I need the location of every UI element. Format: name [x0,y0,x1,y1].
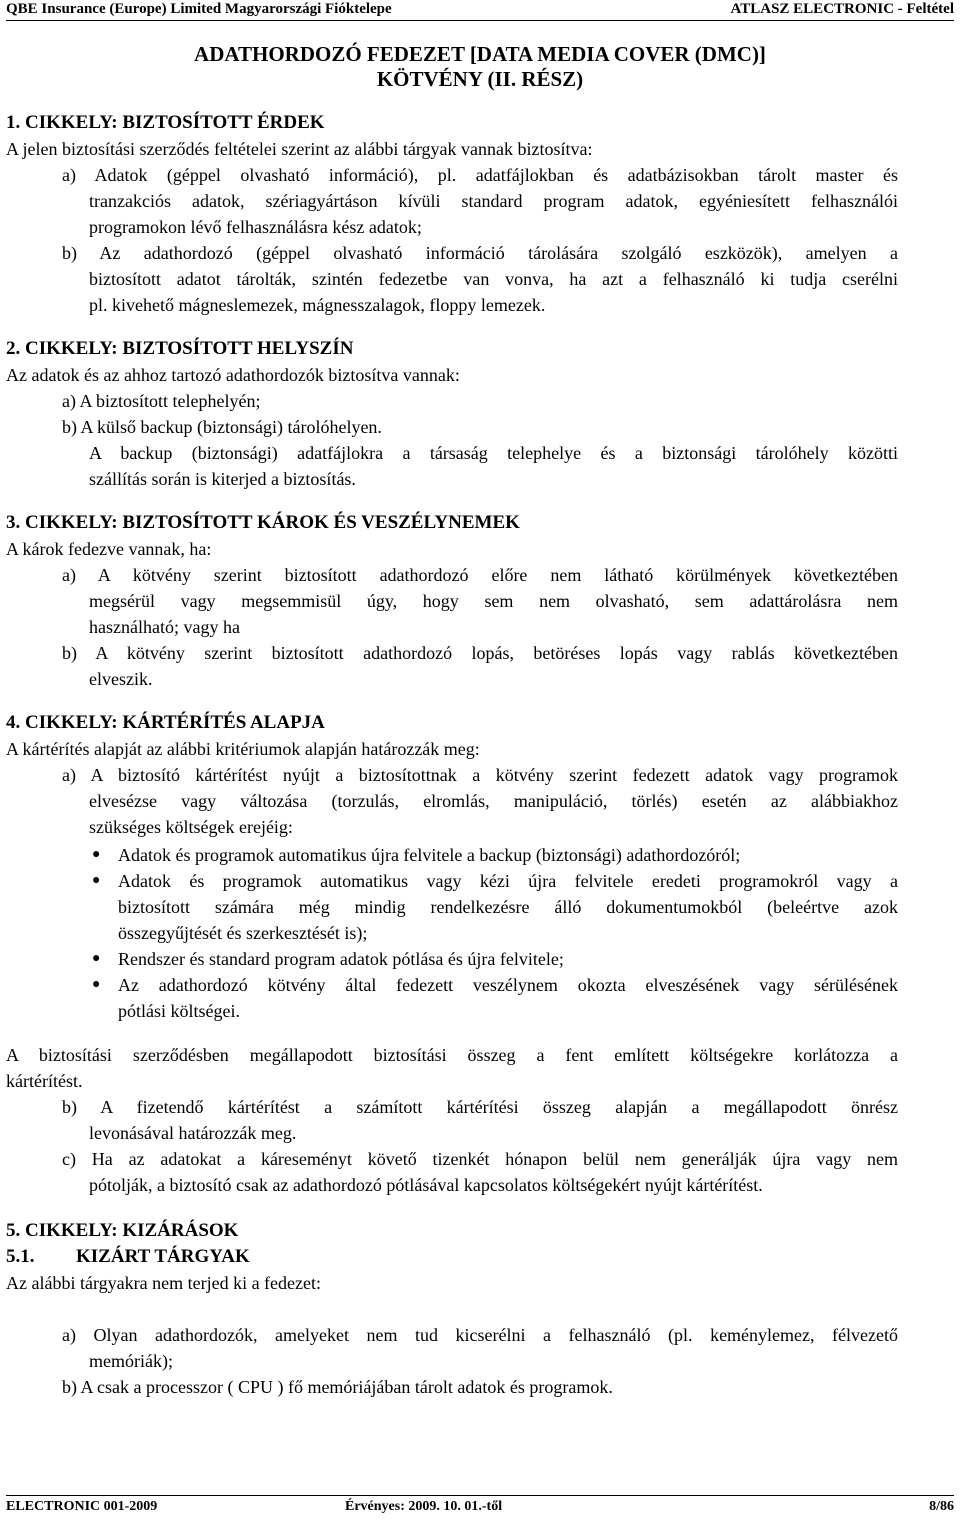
section-4-intro: A kártérítés alapját az alábbi kritériumok alapján határozzák meg: [6,739,480,759]
section-3-intro: A károk fedezve vannak, ha: [6,539,212,559]
footer-left: ELECTRONIC 001-2009 [6,1499,158,1514]
section-5-heading: 5. CIKKELY: KIZÁRÁSOK [6,1220,239,1241]
bullet-icon: ● [92,847,101,862]
section-4-item-a-line-2: elvesézse vagy változása (torzulás, elromlás, manipuláció, törlés) esetén az alábbiakhoz [89,791,898,811]
section-5-intro: Az alábbi tárgyakra nem terjed ki a fedezet: [6,1273,322,1293]
section-4-bullet-2-line-2: biztosított számára még mindig rendelkezésre álló dokumentumokból (beleértve azok [118,897,898,917]
section-4-heading: 4. CIKKELY: KÁRTÉRÍTÉS ALAPJA [6,712,325,733]
section-4-item-a-line-1: a) A biztosító kártérítést nyújt a biztosítottnak a kötvény szerint fedezett adatok vagy programok [62,765,898,785]
section-5-item-a-line-2: memóriák); [89,1351,173,1371]
section-4-para-line-2: kártérítést. [6,1071,83,1091]
section-3-item-a-line-3: használható; vagy ha [89,617,240,637]
section-5-1-title: KIZÁRT TÁRGYAK [76,1246,250,1267]
section-1-intro: A jelen biztosítási szerződés feltételei szerint az alábbi tárgyak vannak biztosítva: [6,139,593,159]
page-header [6,0,954,21]
section-1-item-b-line-2: biztosított adatot tárolták, szintén fedezetbe van vonva, ha azt a felhasználó ki tudja cserélni [89,269,898,289]
title-line-2: KÖTVÉNY (II. RÉSZ) [376,67,584,91]
section-3-item-a-line-2: megsérül vagy megsemmisül úgy, hogy sem nem olvasható, sem adattárolásra nem [89,591,898,611]
section-3-item-a-line-1: a) A kötvény szerint biztosított adathordozó előre nem látható körülmények következtében [62,565,898,585]
section-2-heading: 2. CIKKELY: BIZTOSÍTOTT HELYSZÍN [6,338,354,359]
section-5-item-b: b) A csak a processzor ( CPU ) fő memóriájában tárolt adatok és programok. [62,1377,613,1397]
section-5-item-a-line-1: a) Olyan adathordozók, amelyeket nem tud kicserélni a felhasználó (pl. keménylemez, félvezető [62,1325,898,1345]
section-2-item-b: b) A külső backup (biztonsági) tárolóhelyen. [62,417,382,437]
section-2-para-line-2: szállítás során is kiterjed a biztosítás. [89,469,356,489]
section-2-item-a: a) A biztosított telephelyén; [62,391,261,411]
section-4-bullet-2-line-1: Adatok és programok automatikus vagy kézi újra felvitele eredeti programokról vagy a [118,871,898,891]
section-4-bullet-4-line-2: pótlási költségei. [118,1001,240,1021]
section-4-item-c-line-2: pótolják, a biztosító csak az adathordozó pótlásával kapcsolatos költségekért nyújt kártérítést. [89,1175,763,1195]
document-title [0,42,960,92]
footer-center: Érvényes: 2009. 10. 01.-től [345,1499,503,1514]
bullet-icon: ● [92,951,101,966]
bullet-icon: ● [92,977,101,992]
section-4-bullet-1-line-1: Adatok és programok automatikus újra felvitele a backup (biztonsági) adathordozóról; [118,845,741,865]
section-4-bullet-4-line-1: Az adathordozó kötvény által fedezett veszélynem okozta elveszésének vagy sérülésének [118,975,898,995]
section-4-para-line-1: A biztosítási szerződésben megállapodott biztosítási összeg a fent említett költségekre korlátozza a [6,1045,898,1065]
section-5-1-number: 5.1. [6,1246,35,1267]
section-1-item-a-line-2: tranzakciós adatok, szériagyártáson kívüli standard program adatok, egyéniesített felhasználói [89,191,898,211]
bullet-icon: ● [92,873,101,888]
section-3-heading: 3. CIKKELY: BIZTOSÍTOTT KÁROK ÉS VESZÉLYNEMEK [6,512,520,533]
section-4-item-b-line-2: levonásával határozzák meg. [89,1123,297,1143]
section-1-item-b-line-1: b) Az adathordozó (géppel olvasható információ tárolására szolgáló eszközök), amelyen a [62,243,898,263]
section-2-intro: Az adatok és az ahhoz tartozó adathordozók biztosítva vannak: [6,365,460,385]
section-2-para-line-1: A backup (biztonsági) adatfájlokra a társaság telephelye és a biztonsági tárolóhely közötti [89,443,898,463]
section-4-bullet-3-line-1: Rendszer és standard program adatok pótlása és újra felvitele; [118,949,564,969]
section-1-item-b-line-3: pl. kivehető mágneslemezek, mágnesszalagok, floppy lemezek. [89,295,546,315]
section-4-item-a-line-3: szükséges költségek erejéig: [89,817,293,837]
title-line-1: ADATHORDOZÓ FEDEZET [DATA MEDIA COVER (DMC)] [194,42,766,66]
section-3-item-b-line-1: b) A kötvény szerint biztosított adathordozó lopás, betöréses lopás vagy rablás következtében [62,643,898,663]
section-1-item-a-line-1: a) Adatok (géppel olvasható információ), pl. adatfájlokban és adatbázisokban tárolt master és [62,165,898,185]
section-4-bullet-2-line-3: összegyűjtését és szerkesztését is); [118,923,368,943]
section-4-item-b-line-1: b) A fizetendő kártérítést a számított kártérítési összeg alapján a megállapodott önrész [62,1097,898,1117]
section-3-item-b-line-2: elveszik. [89,669,153,689]
header-left: QBE Insurance (Europe) Limited Magyarországi Fióktelepe [6,1,392,17]
section-1-heading: 1. CIKKELY: BIZTOSÍTOTT ÉRDEK [6,112,325,133]
page-number: 8/86 [929,1499,954,1514]
section-1-item-a-line-3: programokon lévő felhasználásra kész adatok; [89,217,422,237]
header-right: ATLASZ ELECTRONIC - Feltétel [730,1,954,17]
page-footer [6,1495,954,1514]
section-4-item-c-line-1: c) Ha az adatokat a káreseményt követő tizenkét hónapon belül nem generálják újra vagy nem [62,1149,898,1169]
